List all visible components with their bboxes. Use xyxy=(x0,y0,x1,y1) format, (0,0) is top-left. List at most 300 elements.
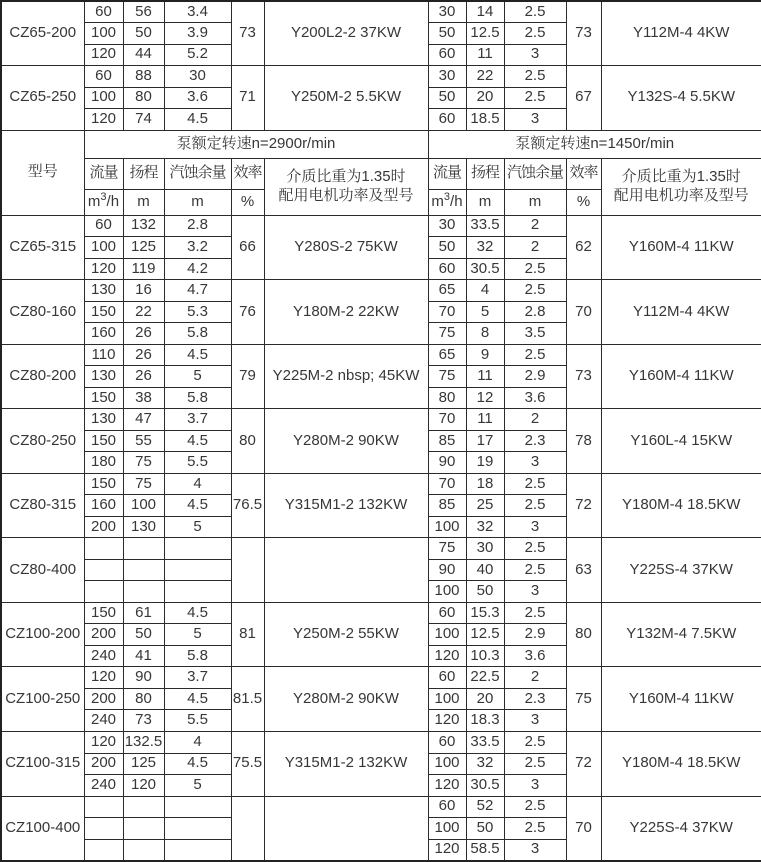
cell-npsh-1450: 3 xyxy=(504,581,566,603)
cell-head-2900: 80 xyxy=(123,87,164,109)
cell-efficiency-1450: 73 xyxy=(566,344,601,409)
cell-flow-2900: 120 xyxy=(84,731,123,753)
cell-flow-1450: 70 xyxy=(428,409,466,431)
cell-npsh-2900: 5 xyxy=(164,366,231,388)
header-label-row xyxy=(1,158,761,189)
header-unit-npsh-2900: m xyxy=(164,189,231,215)
cell-npsh-1450: 2.5 xyxy=(504,23,566,45)
cell-npsh-1450: 3 xyxy=(504,109,566,131)
cell-efficiency-2900 xyxy=(231,538,264,603)
cell-efficiency-2900: 79 xyxy=(231,344,264,409)
cell-flow-1450: 85 xyxy=(428,495,466,517)
cell-flow-1450: 100 xyxy=(428,624,466,646)
cell-flow-1450: 85 xyxy=(428,430,466,452)
cell-head-1450: 50 xyxy=(466,581,504,603)
cell-flow-2900: 130 xyxy=(84,409,123,431)
cell-npsh-2900: 4.5 xyxy=(164,753,231,775)
cell-efficiency-2900: 76.5 xyxy=(231,473,264,538)
cell-head-1450: 20 xyxy=(466,688,504,710)
header-npsh-1450: 汽蚀余量 xyxy=(504,158,566,189)
cell-flow-1450: 120 xyxy=(428,839,466,861)
cell-npsh-1450: 2.5 xyxy=(504,473,566,495)
cell-efficiency-2900: 71 xyxy=(231,66,264,131)
header-motor-line1: 介质比重为1.35时 xyxy=(286,167,406,185)
cell-npsh-2900: 30 xyxy=(164,66,231,88)
cell-head-2900: 75 xyxy=(123,473,164,495)
cell-head-1450: 50 xyxy=(466,818,504,840)
cell-npsh-1450: 2.3 xyxy=(504,688,566,710)
cell-npsh-1450: 2.5 xyxy=(504,495,566,517)
cell-npsh-2900: 2.8 xyxy=(164,215,231,237)
spec-row xyxy=(1,409,761,431)
cell-efficiency-1450: 62 xyxy=(566,215,601,280)
cell-head-2900: 120 xyxy=(123,775,164,797)
cell-motor-1450: Y225S-4 37KW xyxy=(601,796,761,861)
cell-head-1450: 40 xyxy=(466,559,504,581)
cell-head-1450: 18.5 xyxy=(466,109,504,131)
cell-head-2900: 130 xyxy=(123,516,164,538)
cell-motor-1450: Y112M-4 4KW xyxy=(601,280,761,345)
cell-head-2900: 61 xyxy=(123,602,164,624)
spec-row xyxy=(1,1,761,23)
cell-npsh-2900: 3.6 xyxy=(164,87,231,109)
cell-npsh-1450: 2.8 xyxy=(504,301,566,323)
cell-efficiency-1450: 80 xyxy=(566,602,601,667)
cell-efficiency-1450: 67 xyxy=(566,66,601,131)
cell-head-2900: 55 xyxy=(123,430,164,452)
cell-flow-2900: 100 xyxy=(84,23,123,45)
cell-head-1450: 15.3 xyxy=(466,602,504,624)
cell-flow-2900: 240 xyxy=(84,710,123,732)
cell-npsh-2900: 4 xyxy=(164,473,231,495)
cell-flow-1450: 75 xyxy=(428,323,466,345)
spec-row xyxy=(1,667,761,689)
cell-flow-1450: 50 xyxy=(428,23,466,45)
cell-npsh-2900: 4.5 xyxy=(164,495,231,517)
cell-motor-2900: Y280M-2 90KW xyxy=(264,409,428,474)
cell-head-1450: 12 xyxy=(466,387,504,409)
cell-flow-1450: 60 xyxy=(428,258,466,280)
cell-flow-1450: 30 xyxy=(428,1,466,23)
cell-flow-1450: 30 xyxy=(428,66,466,88)
cell-flow-1450: 65 xyxy=(428,344,466,366)
cell-head-2900: 125 xyxy=(123,753,164,775)
cell-flow-1450: 50 xyxy=(428,237,466,259)
header-flow-1450: 流量 xyxy=(428,158,466,189)
header-model: 型号 xyxy=(1,130,84,215)
cell-efficiency-1450: 73 xyxy=(566,1,601,66)
cell-flow-2900: 200 xyxy=(84,516,123,538)
cell-flow-2900: 150 xyxy=(84,301,123,323)
cell-head-1450: 14 xyxy=(466,1,504,23)
cell-head-1450: 18.3 xyxy=(466,710,504,732)
header-head-1450: 扬程 xyxy=(466,158,504,189)
cell-npsh-1450: 2.3 xyxy=(504,430,566,452)
cell-npsh-2900: 5.8 xyxy=(164,387,231,409)
cell-head-2900: 119 xyxy=(123,258,164,280)
cell-npsh-1450: 2.5 xyxy=(504,280,566,302)
cell-model: CZ65-200 xyxy=(1,1,84,66)
cell-flow-1450: 60 xyxy=(428,667,466,689)
cell-efficiency-1450: 70 xyxy=(566,280,601,345)
cell-flow-2900: 150 xyxy=(84,602,123,624)
cell-efficiency-2900: 81.5 xyxy=(231,667,264,732)
cell-model: CZ65-250 xyxy=(1,66,84,131)
cell-efficiency-1450: 78 xyxy=(566,409,601,474)
cell-flow-2900: 60 xyxy=(84,215,123,237)
cell-motor-2900: Y315M1-2 132KW xyxy=(264,473,428,538)
cell-npsh-1450: 3.6 xyxy=(504,645,566,667)
cell-flow-1450: 120 xyxy=(428,775,466,797)
cell-npsh-2900: 3.9 xyxy=(164,23,231,45)
cell-head-1450: 17 xyxy=(466,430,504,452)
cell-npsh-2900: 3.7 xyxy=(164,667,231,689)
header-unit-npsh-1450: m xyxy=(504,189,566,215)
cell-flow-1450: 120 xyxy=(428,710,466,732)
header-motor-line2: 配用电机功率及型号 xyxy=(278,186,414,204)
cell-head-1450: 52 xyxy=(466,796,504,818)
cell-head-2900: 22 xyxy=(123,301,164,323)
cell-flow-2900: 60 xyxy=(84,66,123,88)
cell-flow-2900: 110 xyxy=(84,344,123,366)
cell-head-1450: 10.3 xyxy=(466,645,504,667)
superscript-3: 3 xyxy=(443,190,451,203)
cell-npsh-1450: 2 xyxy=(504,237,566,259)
cell-npsh-1450: 3 xyxy=(504,839,566,861)
cell-flow-2900: 150 xyxy=(84,430,123,452)
cell-flow-1450: 60 xyxy=(428,731,466,753)
cell-head-2900: 73 xyxy=(123,710,164,732)
cell-npsh-2900: 4.7 xyxy=(164,280,231,302)
cell-npsh-1450: 2.9 xyxy=(504,624,566,646)
cell-flow-1450: 60 xyxy=(428,796,466,818)
cell-head-1450: 30.5 xyxy=(466,775,504,797)
cell-model: CZ80-200 xyxy=(1,344,84,409)
cell-flow-1450: 70 xyxy=(428,473,466,495)
cell-npsh-2900: 5.3 xyxy=(164,301,231,323)
cell-flow-2900: 160 xyxy=(84,323,123,345)
cell-flow-2900: 240 xyxy=(84,775,123,797)
cell-npsh-1450: 3 xyxy=(504,452,566,474)
cell-flow-2900 xyxy=(84,818,123,840)
cell-npsh-2900: 4.5 xyxy=(164,430,231,452)
cell-model: CZ80-315 xyxy=(1,473,84,538)
cell-flow-1450: 65 xyxy=(428,280,466,302)
cell-head-1450: 19 xyxy=(466,452,504,474)
cell-efficiency-2900: 80 xyxy=(231,409,264,474)
cell-flow-1450: 90 xyxy=(428,559,466,581)
cell-head-2900: 125 xyxy=(123,237,164,259)
cell-head-2900: 26 xyxy=(123,344,164,366)
cell-npsh-2900: 5.2 xyxy=(164,44,231,66)
cell-head-1450: 32 xyxy=(466,753,504,775)
cell-head-2900: 26 xyxy=(123,366,164,388)
header-unit-flow-2900: $m^3/h$ xyxy=(84,189,123,215)
cell-efficiency-2900 xyxy=(231,796,264,861)
cell-head-1450: 33.5 xyxy=(466,731,504,753)
cell-head-2900 xyxy=(123,581,164,603)
cell-head-2900: 100 xyxy=(123,495,164,517)
cell-flow-2900: 100 xyxy=(84,87,123,109)
cell-flow-1450: 100 xyxy=(428,516,466,538)
cell-flow-2900: 200 xyxy=(84,753,123,775)
cell-head-2900: 74 xyxy=(123,109,164,131)
cell-motor-2900: Y280M-2 90KW xyxy=(264,667,428,732)
cell-npsh-2900 xyxy=(164,818,231,840)
spec-row xyxy=(1,280,761,302)
cell-efficiency-2900: 73 xyxy=(231,1,264,66)
cell-head-2900 xyxy=(123,559,164,581)
cell-npsh-2900: 5 xyxy=(164,775,231,797)
cell-npsh-1450: 2.5 xyxy=(504,753,566,775)
cell-flow-2900: 200 xyxy=(84,624,123,646)
cell-flow-1450: 60 xyxy=(428,602,466,624)
header-flow-2900: 流量 xyxy=(84,158,123,189)
cell-npsh-1450: 2.5 xyxy=(504,344,566,366)
cell-flow-2900: 130 xyxy=(84,280,123,302)
cell-flow-1450: 60 xyxy=(428,44,466,66)
cell-head-1450: 8 xyxy=(466,323,504,345)
cell-npsh-1450: 3 xyxy=(504,44,566,66)
header-eff-2900: 效率 xyxy=(231,158,264,189)
cell-head-1450: 33.5 xyxy=(466,215,504,237)
cell-efficiency-2900: 66 xyxy=(231,215,264,280)
cell-npsh-2900: 5.5 xyxy=(164,710,231,732)
cell-efficiency-1450: 75 xyxy=(566,667,601,732)
cell-motor-2900: Y200L2-2 37KW xyxy=(264,1,428,66)
cell-head-2900: 88 xyxy=(123,66,164,88)
cell-npsh-1450: 3 xyxy=(504,710,566,732)
cell-npsh-2900: 5.8 xyxy=(164,323,231,345)
cell-npsh-1450: 2.5 xyxy=(504,1,566,23)
cell-motor-2900: Y280S-2 75KW xyxy=(264,215,428,280)
cell-motor-2900: Y315M1-2 132KW xyxy=(264,731,428,796)
cell-npsh-2900 xyxy=(164,796,231,818)
cell-npsh-1450: 2.5 xyxy=(504,258,566,280)
spec-row xyxy=(1,473,761,495)
cell-flow-2900: 150 xyxy=(84,473,123,495)
cell-head-1450: 32 xyxy=(466,237,504,259)
header-unit-eff-1450: % xyxy=(566,189,601,215)
cell-motor-1450: Y132S-4 5.5KW xyxy=(601,66,761,131)
cell-motor-2900: Y250M-2 55KW xyxy=(264,602,428,667)
header-motor-1450 xyxy=(601,158,761,215)
cell-head-1450: 11 xyxy=(466,409,504,431)
cell-efficiency-2900: 81 xyxy=(231,602,264,667)
cell-npsh-1450: 2.5 xyxy=(504,731,566,753)
header-unit-eff-2900: % xyxy=(231,189,264,215)
cell-head-2900: 75 xyxy=(123,452,164,474)
cell-head-1450: 4 xyxy=(466,280,504,302)
cell-motor-1450: Y180M-4 18.5KW xyxy=(601,731,761,796)
cell-flow-1450: 70 xyxy=(428,301,466,323)
cell-head-2900: 16 xyxy=(123,280,164,302)
cell-motor-1450: Y160M-4 11KW xyxy=(601,344,761,409)
cell-npsh-1450: 2.5 xyxy=(504,602,566,624)
cell-efficiency-1450: 63 xyxy=(566,538,601,603)
cell-npsh-2900: 4.2 xyxy=(164,258,231,280)
cell-npsh-2900: 3.2 xyxy=(164,237,231,259)
cell-flow-1450: 100 xyxy=(428,753,466,775)
cell-npsh-2900: 5 xyxy=(164,624,231,646)
cell-motor-1450: Y160M-4 11KW xyxy=(601,667,761,732)
cell-flow-1450: 80 xyxy=(428,387,466,409)
cell-motor-2900 xyxy=(264,796,428,861)
cell-head-1450: 30 xyxy=(466,538,504,560)
cell-npsh-1450: 2.5 xyxy=(504,796,566,818)
header-unit-head-1450: m xyxy=(466,189,504,215)
cell-model: CZ100-400 xyxy=(1,796,84,861)
cell-flow-1450: 50 xyxy=(428,87,466,109)
cell-npsh-2900: 4.5 xyxy=(164,602,231,624)
header-speed-1450: 泵额定转速n=1450r/min xyxy=(428,130,761,158)
cell-flow-2900: 60 xyxy=(84,1,123,23)
cell-head-1450: 12.5 xyxy=(466,624,504,646)
cell-head-1450: 32 xyxy=(466,516,504,538)
cell-npsh-1450: 2.5 xyxy=(504,87,566,109)
cell-model: CZ80-250 xyxy=(1,409,84,474)
cell-head-2900: 90 xyxy=(123,667,164,689)
cell-flow-2900: 150 xyxy=(84,387,123,409)
cell-head-2900: 47 xyxy=(123,409,164,431)
cell-motor-1450: Y132M-4 7.5KW xyxy=(601,602,761,667)
cell-head-2900: 80 xyxy=(123,688,164,710)
cell-model: CZ100-315 xyxy=(1,731,84,796)
cell-head-2900: 50 xyxy=(123,23,164,45)
cell-motor-2900 xyxy=(264,538,428,603)
cell-flow-1450: 100 xyxy=(428,818,466,840)
cell-flow-1450: 30 xyxy=(428,215,466,237)
cell-model: CZ100-200 xyxy=(1,602,84,667)
cell-motor-2900: Y225M-2 nbsp; 45KW xyxy=(264,344,428,409)
spec-row xyxy=(1,344,761,366)
cell-head-1450: 18 xyxy=(466,473,504,495)
header-unit-head-2900: m xyxy=(123,189,164,215)
cell-npsh-1450: 3.6 xyxy=(504,387,566,409)
cell-head-2900: 132 xyxy=(123,215,164,237)
cell-motor-1450: Y180M-4 18.5KW xyxy=(601,473,761,538)
cell-head-1450: 30.5 xyxy=(466,258,504,280)
header-unit-flow-1450: $m^3/h$ xyxy=(428,189,466,215)
spec-row xyxy=(1,731,761,753)
cell-head-1450: 20 xyxy=(466,87,504,109)
cell-npsh-2900: 5.8 xyxy=(164,645,231,667)
cell-head-2900: 26 xyxy=(123,323,164,345)
cell-head-2900: 38 xyxy=(123,387,164,409)
cell-npsh-1450: 2 xyxy=(504,667,566,689)
cell-head-2900: 44 xyxy=(123,44,164,66)
header-head-2900: 扬程 xyxy=(123,158,164,189)
cell-motor-1450: Y160L-4 15KW xyxy=(601,409,761,474)
cell-flow-2900: 120 xyxy=(84,109,123,131)
cell-npsh-2900: 4.5 xyxy=(164,344,231,366)
header-speed-2900: 泵额定转速n=2900r/min xyxy=(84,130,428,158)
cell-head-2900: 50 xyxy=(123,624,164,646)
cell-flow-2900 xyxy=(84,796,123,818)
cell-head-1450: 58.5 xyxy=(466,839,504,861)
cell-head-1450: 25 xyxy=(466,495,504,517)
cell-head-2900 xyxy=(123,538,164,560)
cell-flow-1450: 75 xyxy=(428,538,466,560)
cell-npsh-1450: 3.5 xyxy=(504,323,566,345)
cell-motor-2900: Y180M-2 22KW xyxy=(264,280,428,345)
cell-npsh-1450: 2 xyxy=(504,215,566,237)
cell-npsh-1450: 2.5 xyxy=(504,66,566,88)
cell-flow-2900 xyxy=(84,559,123,581)
cell-flow-2900: 120 xyxy=(84,667,123,689)
cell-npsh-2900: 4 xyxy=(164,731,231,753)
cell-head-1450: 12.5 xyxy=(466,23,504,45)
cell-npsh-1450: 3 xyxy=(504,516,566,538)
cell-efficiency-2900: 76 xyxy=(231,280,264,345)
header-motor-line2: 配用电机功率及型号 xyxy=(613,186,749,204)
cell-motor-2900: Y250M-2 5.5KW xyxy=(264,66,428,131)
cell-npsh-2900 xyxy=(164,559,231,581)
cell-flow-2900: 100 xyxy=(84,237,123,259)
superscript-3: 3 xyxy=(100,190,107,203)
cell-motor-1450: Y112M-4 4KW xyxy=(601,1,761,66)
cell-npsh-2900: 4.5 xyxy=(164,109,231,131)
cell-flow-1450: 100 xyxy=(428,688,466,710)
cell-npsh-2900 xyxy=(164,839,231,861)
cell-head-2900: 41 xyxy=(123,645,164,667)
spec-row xyxy=(1,796,761,818)
cell-npsh-1450: 2 xyxy=(504,409,566,431)
spec-row xyxy=(1,66,761,88)
cell-flow-1450: 90 xyxy=(428,452,466,474)
spec-row xyxy=(1,215,761,237)
cell-head-2900 xyxy=(123,839,164,861)
cell-flow-2900: 180 xyxy=(84,452,123,474)
cell-head-1450: 22.5 xyxy=(466,667,504,689)
cell-efficiency-1450: 72 xyxy=(566,473,601,538)
cell-head-1450: 11 xyxy=(466,366,504,388)
cell-npsh-2900: 3.7 xyxy=(164,409,231,431)
cell-flow-2900: 240 xyxy=(84,645,123,667)
cell-efficiency-1450: 72 xyxy=(566,731,601,796)
cell-npsh-2900: 5.5 xyxy=(164,452,231,474)
cell-flow-2900: 200 xyxy=(84,688,123,710)
cell-npsh-1450: 2.5 xyxy=(504,538,566,560)
cell-npsh-2900: 5 xyxy=(164,516,231,538)
cell-head-1450: 5 xyxy=(466,301,504,323)
cell-head-2900 xyxy=(123,796,164,818)
cell-model: CZ80-400 xyxy=(1,538,84,603)
cell-npsh-1450: 2.9 xyxy=(504,366,566,388)
cell-model: CZ100-250 xyxy=(1,667,84,732)
cell-npsh-1450: 2.5 xyxy=(504,818,566,840)
cell-head-2900: 132.5 xyxy=(123,731,164,753)
cell-flow-2900 xyxy=(84,538,123,560)
cell-motor-1450: Y160M-4 11KW xyxy=(601,215,761,280)
cell-flow-2900: 160 xyxy=(84,495,123,517)
cell-flow-2900: 120 xyxy=(84,258,123,280)
cell-efficiency-2900: 75.5 xyxy=(231,731,264,796)
cell-head-1450: 11 xyxy=(466,44,504,66)
cell-model: CZ80-160 xyxy=(1,280,84,345)
header-eff-1450: 效率 xyxy=(566,158,601,189)
cell-flow-1450: 75 xyxy=(428,366,466,388)
header-motor-line1: 介质比重为1.35时 xyxy=(621,167,741,185)
cell-flow-2900: 120 xyxy=(84,44,123,66)
cell-head-1450: 22 xyxy=(466,66,504,88)
cell-npsh-2900 xyxy=(164,538,231,560)
cell-npsh-2900: 4.5 xyxy=(164,688,231,710)
table-body xyxy=(1,1,761,861)
cell-flow-2900: 130 xyxy=(84,366,123,388)
cell-flow-1450: 60 xyxy=(428,109,466,131)
cell-efficiency-1450: 70 xyxy=(566,796,601,861)
